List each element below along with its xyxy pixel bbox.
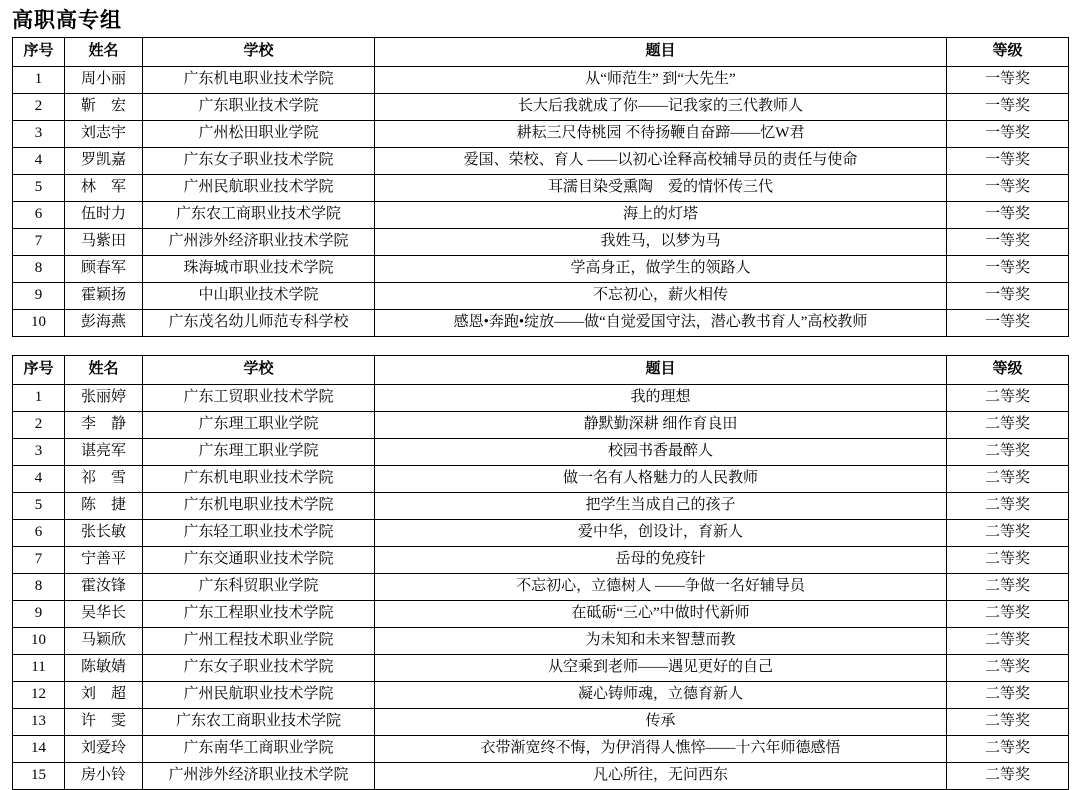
cell-name: 陈敏婧 [65, 655, 143, 682]
cell-name: 房小铃 [65, 763, 143, 790]
cell-index: 12 [13, 682, 65, 709]
table-row [13, 229, 1069, 256]
column-header-school: 学校 [143, 38, 375, 67]
table-row [13, 67, 1069, 94]
cell-index: 14 [13, 736, 65, 763]
cell-index: 4 [13, 466, 65, 493]
column-header-title: 题目 [375, 356, 947, 385]
cell-title: 感恩•奔跑•绽放——做“自觉爱国守法，潜心教书育人”高校教师 [375, 310, 947, 337]
page-title: 高职高专组 [12, 9, 122, 32]
cell-index: 1 [13, 385, 65, 412]
cell-index: 3 [13, 121, 65, 148]
table-row [13, 763, 1069, 790]
cell-name: 谌亮军 [65, 439, 143, 466]
cell-school: 广东女子职业技术学院 [143, 148, 375, 175]
cell-name: 许 雯 [65, 709, 143, 736]
cell-school: 广东机电职业技术学院 [143, 67, 375, 94]
cell-level: 二等奖 [947, 601, 1069, 628]
table-row [13, 412, 1069, 439]
cell-title: 耳濡目染受熏陶 爱的情怀传三代 [375, 175, 947, 202]
cell-level: 一等奖 [947, 310, 1069, 337]
cell-index: 7 [13, 547, 65, 574]
cell-name: 顾春军 [65, 256, 143, 283]
table-row [13, 655, 1069, 682]
cell-title: 岳母的免疫针 [375, 547, 947, 574]
table-row [13, 682, 1069, 709]
cell-level: 二等奖 [947, 574, 1069, 601]
cell-index: 13 [13, 709, 65, 736]
cell-level: 一等奖 [947, 229, 1069, 256]
column-header-index: 序号 [13, 356, 65, 385]
cell-name: 刘 超 [65, 682, 143, 709]
cell-title: 爱中华，创设计，育新人 [375, 520, 947, 547]
cell-school: 广州工程技术职业学院 [143, 628, 375, 655]
cell-school: 广东职业技术学院 [143, 94, 375, 121]
cell-index: 6 [13, 202, 65, 229]
column-header-name: 姓名 [65, 356, 143, 385]
column-header-school: 学校 [143, 356, 375, 385]
cell-name: 刘爱玲 [65, 736, 143, 763]
cell-name: 宁善平 [65, 547, 143, 574]
cell-school: 广州民航职业技术学院 [143, 175, 375, 202]
cell-name: 彭海燕 [65, 310, 143, 337]
column-header-title: 题目 [375, 38, 947, 67]
cell-school: 中山职业技术学院 [143, 283, 375, 310]
cell-index: 2 [13, 412, 65, 439]
table-row [13, 520, 1069, 547]
cell-level: 一等奖 [947, 175, 1069, 202]
table-row [13, 310, 1069, 337]
cell-level: 二等奖 [947, 466, 1069, 493]
cell-title: 凝心铸师魂，立德育新人 [375, 682, 947, 709]
cell-level: 二等奖 [947, 736, 1069, 763]
cell-title: 学高身正，做学生的领路人 [375, 256, 947, 283]
cell-index: 11 [13, 655, 65, 682]
cell-school: 广东工程职业技术学院 [143, 601, 375, 628]
table-row [13, 628, 1069, 655]
cell-level: 一等奖 [947, 121, 1069, 148]
cell-school: 广州松田职业学院 [143, 121, 375, 148]
table-row [13, 256, 1069, 283]
table-row [13, 202, 1069, 229]
cell-name: 伍时力 [65, 202, 143, 229]
cell-school: 广东理工职业学院 [143, 412, 375, 439]
cell-school: 广州涉外经济职业技术学院 [143, 229, 375, 256]
table-row [13, 601, 1069, 628]
cell-level: 二等奖 [947, 412, 1069, 439]
cell-title: 海上的灯塔 [375, 202, 947, 229]
cell-title: 不忘初心，薪火相传 [375, 283, 947, 310]
column-header-name: 姓名 [65, 38, 143, 67]
cell-name: 马紫田 [65, 229, 143, 256]
table-header-row [13, 38, 1069, 67]
cell-title: 从空乘到老师——遇见更好的自己 [375, 655, 947, 682]
table-row [13, 709, 1069, 736]
cell-name: 李 静 [65, 412, 143, 439]
cell-school: 广东理工职业学院 [143, 439, 375, 466]
table-row [13, 283, 1069, 310]
cell-index: 2 [13, 94, 65, 121]
column-header-level: 等级 [947, 356, 1069, 385]
cell-school: 广东科贸职业学院 [143, 574, 375, 601]
cell-school: 广东交通职业技术学院 [143, 547, 375, 574]
cell-level: 二等奖 [947, 520, 1069, 547]
cell-school: 广东南华工商职业学院 [143, 736, 375, 763]
cell-level: 一等奖 [947, 256, 1069, 283]
cell-level: 二等奖 [947, 628, 1069, 655]
cell-level: 二等奖 [947, 682, 1069, 709]
cell-title: 在砥砺“三心”中做时代新师 [375, 601, 947, 628]
column-header-index: 序号 [13, 38, 65, 67]
cell-school: 广州民航职业技术学院 [143, 682, 375, 709]
cell-level: 二等奖 [947, 763, 1069, 790]
cell-name: 林 军 [65, 175, 143, 202]
cell-index: 5 [13, 493, 65, 520]
cell-title: 传承 [375, 709, 947, 736]
cell-title: 把学生当成自己的孩子 [375, 493, 947, 520]
cell-index: 6 [13, 520, 65, 547]
cell-school: 广东农工商职业技术学院 [143, 202, 375, 229]
cell-school: 广东工贸职业技术学院 [143, 385, 375, 412]
cell-title: 静默勤深耕 细作育良田 [375, 412, 947, 439]
cell-level: 二等奖 [947, 385, 1069, 412]
cell-name: 陈 捷 [65, 493, 143, 520]
cell-index: 10 [13, 628, 65, 655]
cell-index: 3 [13, 439, 65, 466]
cell-title: 耕耘三尺侍桃园 不待扬鞭自奋蹄——忆W君 [375, 121, 947, 148]
cell-title: 长大后我就成了你——记我家的三代教师人 [375, 94, 947, 121]
cell-level: 一等奖 [947, 283, 1069, 310]
table-row [13, 574, 1069, 601]
cell-title: 校园书香最醉人 [375, 439, 947, 466]
document-page [0, 9, 1080, 784]
cell-school: 广东机电职业技术学院 [143, 493, 375, 520]
cell-level: 一等奖 [947, 148, 1069, 175]
table-row [13, 121, 1069, 148]
column-header-level: 等级 [947, 38, 1069, 67]
cell-school: 广州涉外经济职业技术学院 [143, 763, 375, 790]
cell-name: 祁 雪 [65, 466, 143, 493]
table-row [13, 439, 1069, 466]
cell-title: 我的理想 [375, 385, 947, 412]
cell-name: 靳 宏 [65, 94, 143, 121]
cell-name: 马颖欣 [65, 628, 143, 655]
table-row [13, 385, 1069, 412]
cell-school: 广东女子职业技术学院 [143, 655, 375, 682]
cell-title: 做一名有人格魅力的人民教师 [375, 466, 947, 493]
cell-index: 7 [13, 229, 65, 256]
cell-level: 二等奖 [947, 709, 1069, 736]
cell-school: 广东农工商职业技术学院 [143, 709, 375, 736]
cell-title: 爱国、荣校、育人 ——以初心诠释高校辅导员的责任与使命 [375, 148, 947, 175]
cell-school: 广东茂名幼儿师范专科学校 [143, 310, 375, 337]
cell-title: 从“师范生” 到“大先生” [375, 67, 947, 94]
cell-school: 广东机电职业技术学院 [143, 466, 375, 493]
cell-name: 张长敏 [65, 520, 143, 547]
cell-title: 为未知和未来智慧而教 [375, 628, 947, 655]
cell-level: 二等奖 [947, 655, 1069, 682]
cell-name: 周小丽 [65, 67, 143, 94]
cell-level: 二等奖 [947, 493, 1069, 520]
cell-title: 凡心所往，无问西东 [375, 763, 947, 790]
cell-name: 霍汝锋 [65, 574, 143, 601]
table-row [13, 493, 1069, 520]
cell-index: 15 [13, 763, 65, 790]
cell-title: 我姓马，以梦为马 [375, 229, 947, 256]
cell-level: 一等奖 [947, 67, 1069, 94]
cell-index: 8 [13, 574, 65, 601]
table-gap [0, 337, 1080, 355]
cell-name: 吴华长 [65, 601, 143, 628]
cell-name: 张丽婷 [65, 385, 143, 412]
table-row [13, 94, 1069, 121]
cell-level: 一等奖 [947, 94, 1069, 121]
cell-level: 一等奖 [947, 202, 1069, 229]
table-header-row [13, 356, 1069, 385]
cell-school: 珠海城市职业技术学院 [143, 256, 375, 283]
cell-name: 刘志宇 [65, 121, 143, 148]
cell-index: 1 [13, 67, 65, 94]
table-row [13, 736, 1069, 763]
first-prize-table [12, 37, 1069, 337]
cell-index: 10 [13, 310, 65, 337]
table-row [13, 148, 1069, 175]
second-prize-table [12, 355, 1069, 790]
cell-title: 衣带渐宽终不悔，为伊消得人憔悴——十六年师德感悟 [375, 736, 947, 763]
cell-index: 9 [13, 283, 65, 310]
table-row [13, 175, 1069, 202]
cell-index: 9 [13, 601, 65, 628]
table-row [13, 547, 1069, 574]
cell-school: 广东轻工职业技术学院 [143, 520, 375, 547]
cell-name: 罗凯嘉 [65, 148, 143, 175]
cell-level: 二等奖 [947, 547, 1069, 574]
cell-index: 4 [13, 148, 65, 175]
cell-level: 二等奖 [947, 439, 1069, 466]
table-row [13, 466, 1069, 493]
cell-name: 霍颖扬 [65, 283, 143, 310]
cell-index: 8 [13, 256, 65, 283]
cell-title: 不忘初心，立德树人 ——争做一名好辅导员 [375, 574, 947, 601]
cell-index: 5 [13, 175, 65, 202]
